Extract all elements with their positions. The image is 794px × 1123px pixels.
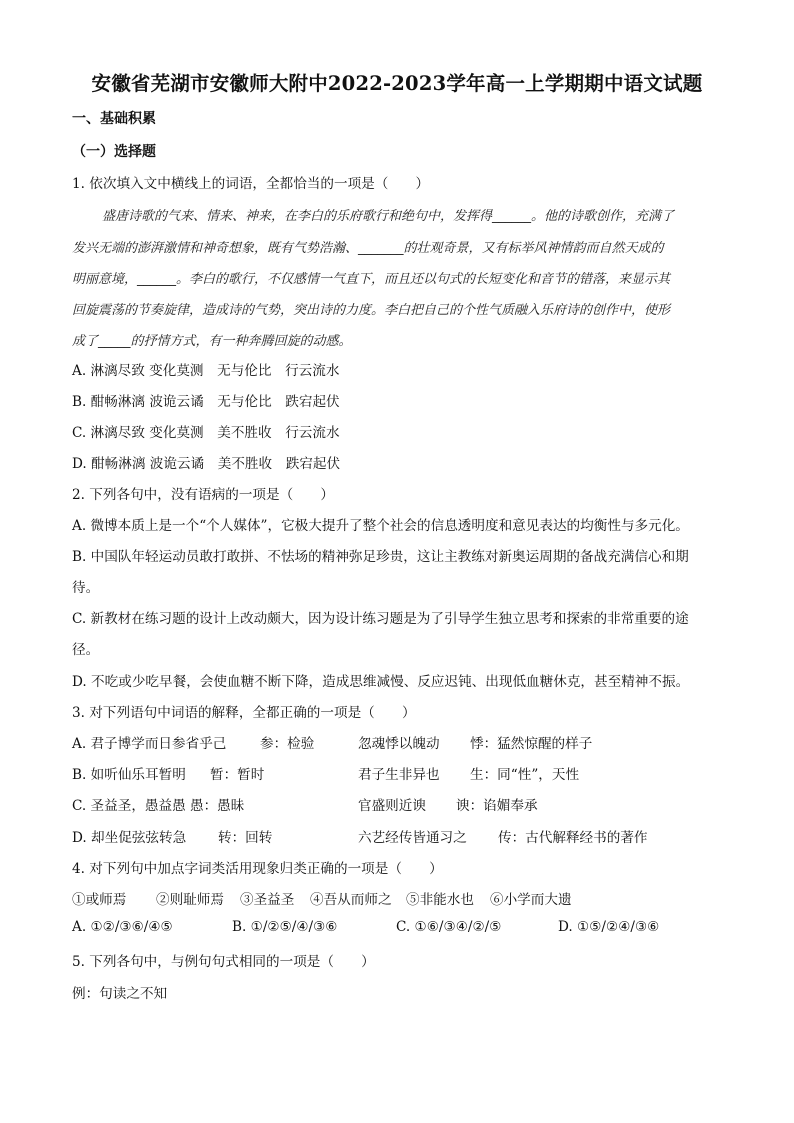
q3-sentence: B. 如听仙乐耳暂明 xyxy=(72,767,186,783)
q1-passage-line: 回旋震荡的节奏旋律，造成诗的气势，突出诗的力度。李白把自己的个性气质融入乐府诗的创作中，使形 xyxy=(72,303,671,318)
q3-sentence: 六艺经传皆通习之 xyxy=(358,830,467,846)
q4-item: ①或师焉 xyxy=(72,892,127,908)
q4-option-b: B. ①/②⑤/④/③⑥ xyxy=(232,919,338,935)
q1-option-b: B. 酣畅淋漓 波诡云谲 无与伦比 跌宕起伏 xyxy=(72,394,340,410)
q3-sentence: 君子生非异也 xyxy=(358,767,440,783)
q1-option-c: C. 淋漓尽致 变化莫测 美不胜收 行云流水 xyxy=(72,425,340,441)
q3-gloss: 悸：猛然惊醒的样子 xyxy=(470,736,593,752)
q1-option-a: A. 淋漓尽致 变化莫测 无与伦比 行云流水 xyxy=(72,363,340,379)
q2-option-c: C. 新教材在练习题的设计上改动颇大，因为设计练习题是为了引导学生独立思考和探索的非常重要的途 xyxy=(72,611,689,627)
q4-item: ⑥小学而大遗 xyxy=(490,892,572,908)
section-heading-basics: 一、基础积累 xyxy=(72,111,156,127)
q5-example: 例：句读之不知 xyxy=(72,986,168,1002)
q1-option-d: D. 酣畅淋漓 波诡云谲 美不胜收 跌宕起伏 xyxy=(72,456,341,472)
q3-sentence: A. 君子博学而日参省乎己 xyxy=(72,736,227,752)
q4-item: ⑤非能水也 xyxy=(406,892,474,908)
q4-option-c: C. ①⑥/③④/②/⑤ xyxy=(396,919,502,935)
q2-option-a: A. 微博本质上是一个“个人媒体”，它极大提升了整个社会的信息透明度和意见表达的均衡性与多元化。 xyxy=(72,518,689,534)
q4-option-d: D. ①⑤/②④/③⑥ xyxy=(558,919,660,935)
q5-stem: 5. 下列各句中，与例句句式相同的一项是（ ） xyxy=(72,954,375,970)
q2-option-b: B. 中国队年轻运动员敢打敢拼、不怯场的精神弥足珍贵，这让主教练对新奥运周期的备战充满信心和期 xyxy=(72,549,689,565)
q3-gloss: 参：检验 xyxy=(260,736,315,752)
q3-gloss: 谀：谄媚奉承 xyxy=(456,798,538,814)
q4-item: ③圣益圣 xyxy=(240,892,295,908)
q2-option-d: D. 不吃或少吃早餐，会使血糖不断下降，造成思维减慢、反应迟钝、出现低血糖休克，甚至精神不振。 xyxy=(72,674,690,690)
q1-stem: 1. 依次填入文中横线上的词语，全都恰当的一项是（ ） xyxy=(72,176,430,192)
q2-option-b-cont: 待。 xyxy=(72,580,100,596)
q1-passage-line: 盛唐诗歌的气来、情来、神来，在李白的乐府歌行和绝句中，发挥得______。他的诗歌创作，充满了 xyxy=(102,209,675,224)
q1-passage-line: 发兴无端的澎湃激情和神奇想象，既有气势浩瀚、_______的壮观奇景，又有标举风神情韵而自然天成的 xyxy=(72,241,664,256)
q3-gloss: 转：回转 xyxy=(218,830,273,846)
q4-item: ④吾从而师之 xyxy=(310,892,392,908)
subsection-heading-choice: （一）选择题 xyxy=(72,144,156,160)
document-title: 安徽省芜湖市安徽师大附中2022-2023学年高一上学期期中语文试题 xyxy=(91,72,703,95)
q3-sentence: 忽魂悸以魄动 xyxy=(358,736,440,752)
q3-sentence: D. 却坐促弦弦转急 xyxy=(72,830,187,846)
q4-option-a: A. ①②/③⑥/④⑤ xyxy=(72,919,173,935)
q1-passage-line: 成了_____的抒情方式，有一种奔腾回旋的动感。 xyxy=(72,334,352,349)
q3-gloss: 传：古代解释经书的著作 xyxy=(498,830,648,846)
q1-passage-line: 明丽意境，______。李白的歌行，不仅感情一气直下，而且还以句式的长短变化和音节的错落，来显示其 xyxy=(72,272,671,287)
q3-gloss: 愚：愚昧 xyxy=(190,798,245,814)
q2-stem: 2. 下列各句中，没有语病的一项是（ ） xyxy=(72,487,334,503)
q4-stem: 4. 对下列句中加点字词类活用现象归类正确的一项是（ ） xyxy=(72,861,443,877)
q3-gloss: 暂：暂时 xyxy=(210,767,265,783)
q3-gloss: 生：同“性”，天性 xyxy=(470,767,580,783)
q4-item: ②则耻师焉 xyxy=(156,892,224,908)
q2-option-c-cont: 径。 xyxy=(72,642,100,658)
q3-sentence: C. 圣益圣，愚益愚 xyxy=(72,798,186,814)
q3-sentence: 官盛则近谀 xyxy=(358,798,426,814)
q3-stem: 3. 对下列语句中词语的解释，全都正确的一项是（ ） xyxy=(72,705,416,721)
